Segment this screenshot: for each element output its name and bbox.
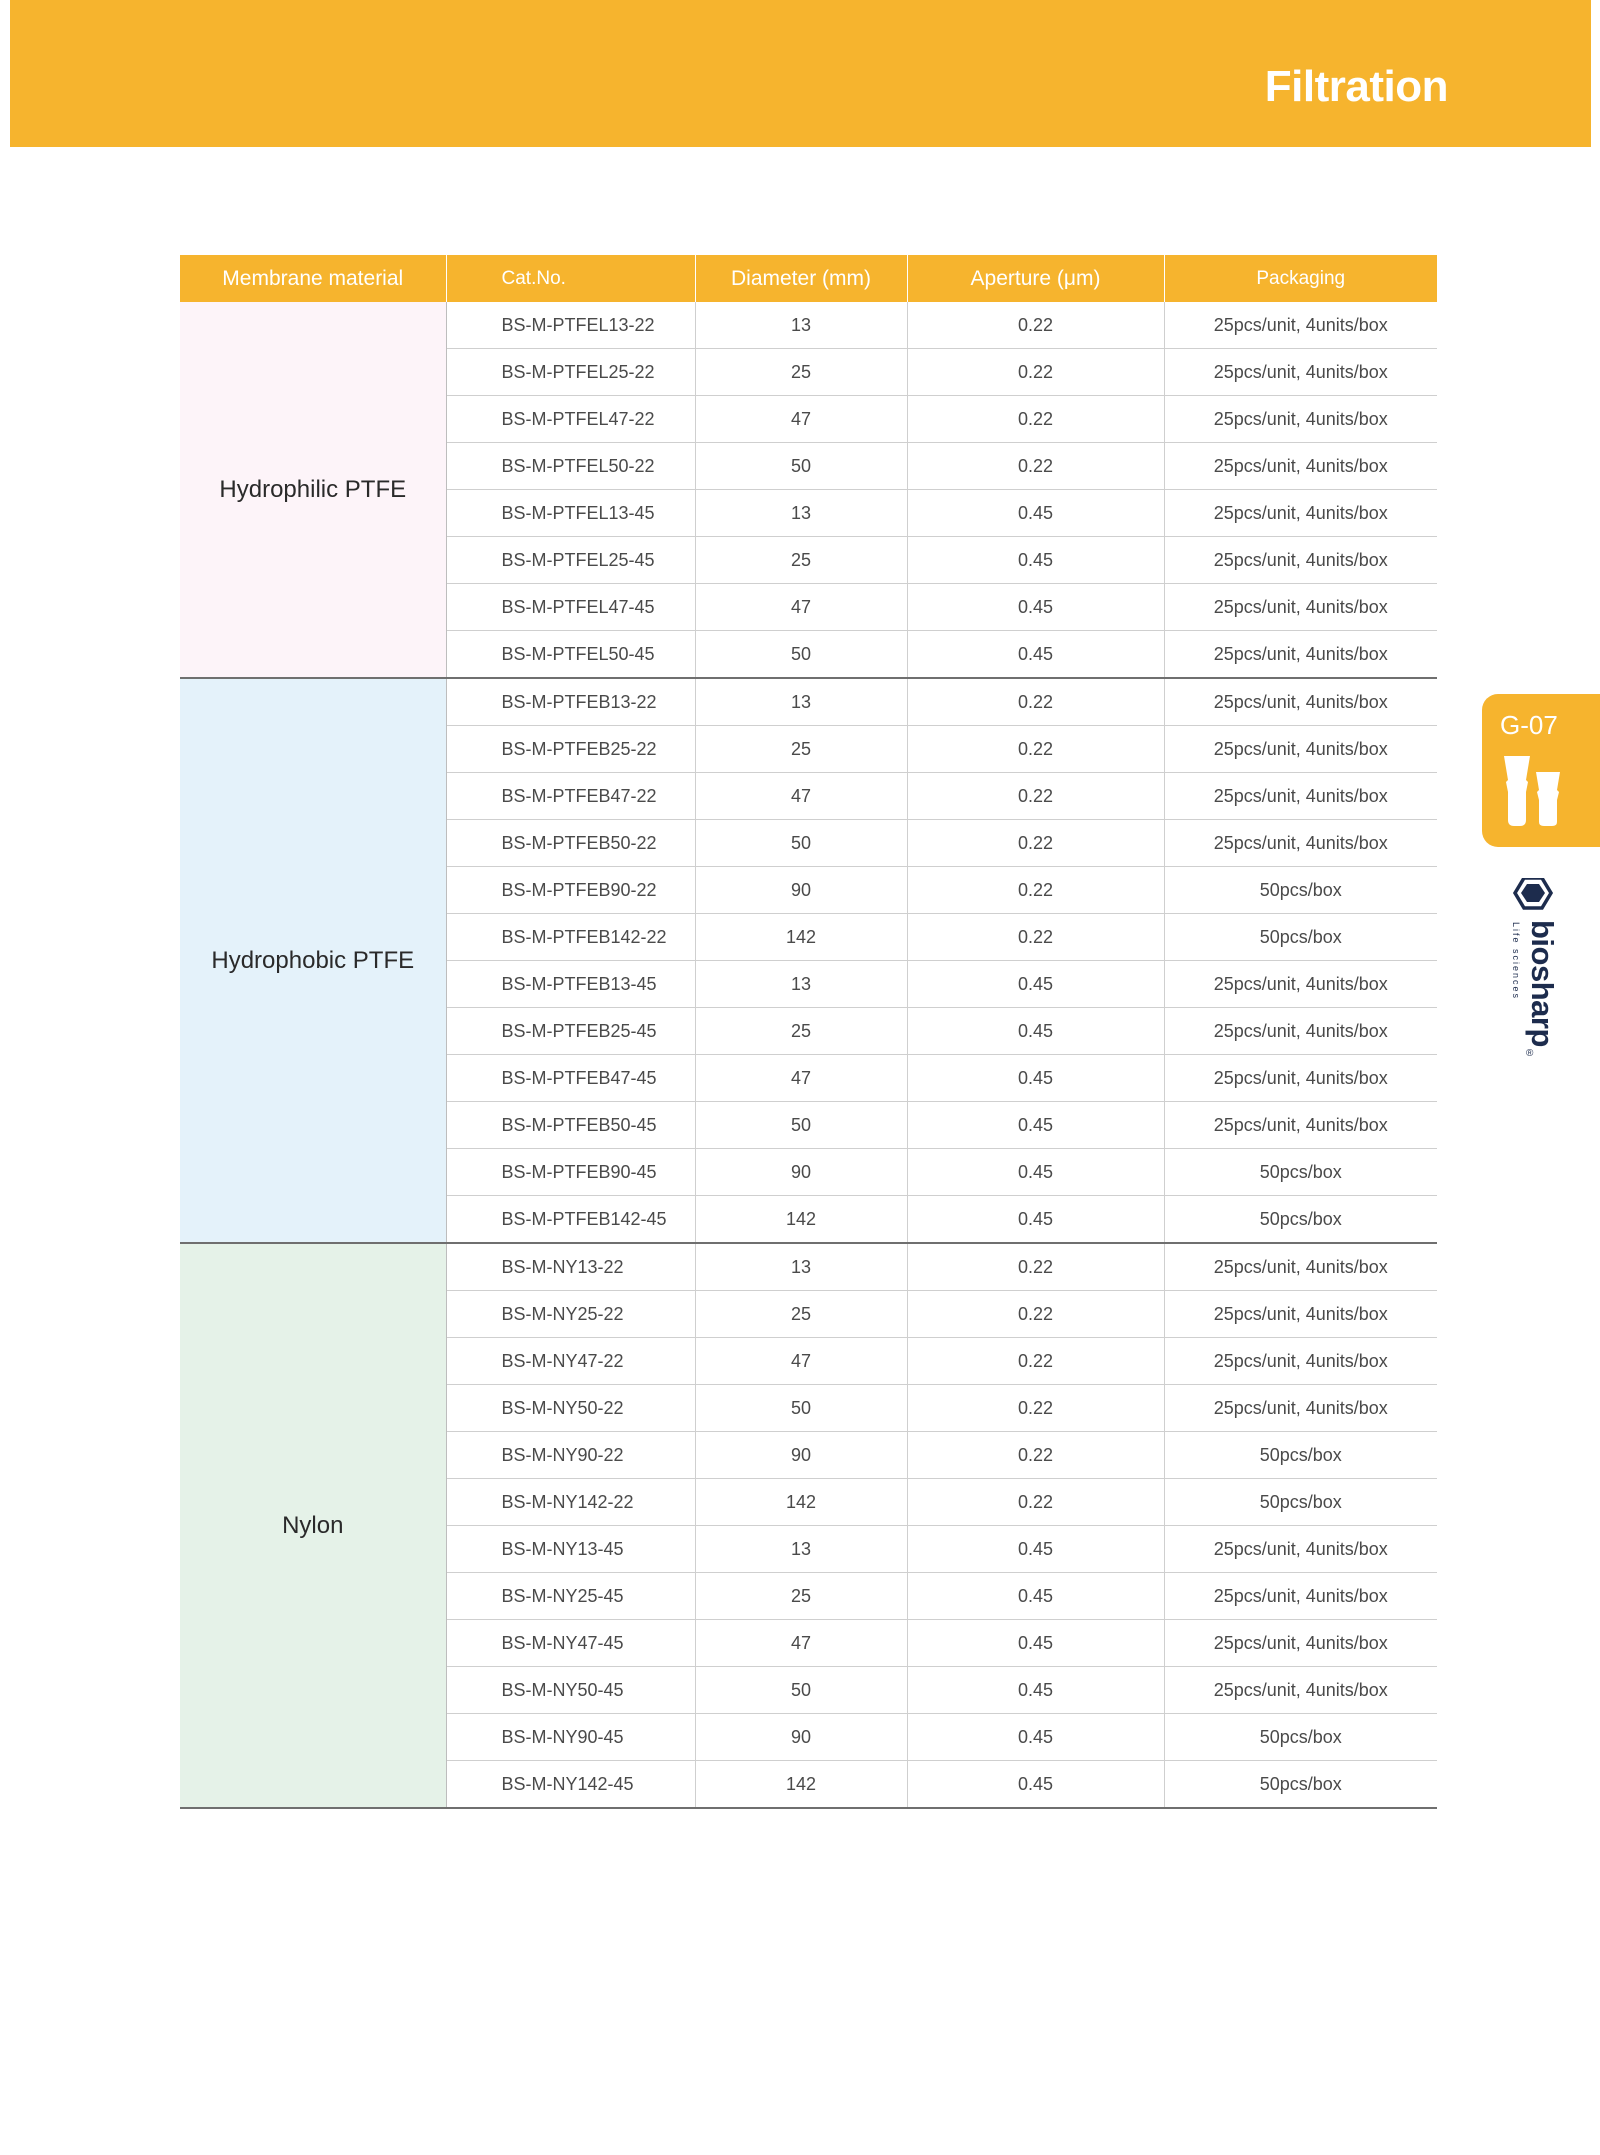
- packaging-cell: 25pcs/unit, 4units/box: [1164, 302, 1437, 349]
- diameter-cell: 50: [695, 1667, 907, 1714]
- aperture-cell: 0.45: [907, 1714, 1164, 1761]
- packaging-cell: 25pcs/unit, 4units/box: [1164, 443, 1437, 490]
- packaging-cell: 50pcs/box: [1164, 1196, 1437, 1244]
- cat-no-cell: BS-M-NY90-22: [446, 1432, 695, 1479]
- aperture-cell: 0.22: [907, 1243, 1164, 1291]
- cat-no-cell: BS-M-NY142-22: [446, 1479, 695, 1526]
- packaging-cell: 25pcs/unit, 4units/box: [1164, 1243, 1437, 1291]
- aperture-cell: 0.45: [907, 1573, 1164, 1620]
- cat-no-cell: BS-M-NY47-45: [446, 1620, 695, 1667]
- aperture-cell: 0.22: [907, 773, 1164, 820]
- membrane-material-cell: Hydrophobic PTFE: [180, 678, 446, 1243]
- aperture-cell: 0.22: [907, 443, 1164, 490]
- cat-no-cell: BS-M-PTFEL50-22: [446, 443, 695, 490]
- packaging-cell: 25pcs/unit, 4units/box: [1164, 1055, 1437, 1102]
- packaging-cell: 25pcs/unit, 4units/box: [1164, 1667, 1437, 1714]
- diameter-cell: 13: [695, 678, 907, 726]
- diameter-cell: 13: [695, 1526, 907, 1573]
- packaging-cell: 25pcs/unit, 4units/box: [1164, 773, 1437, 820]
- aperture-cell: 0.45: [907, 1196, 1164, 1244]
- aperture-cell: 0.45: [907, 961, 1164, 1008]
- aperture-cell: 0.22: [907, 867, 1164, 914]
- aperture-cell: 0.22: [907, 914, 1164, 961]
- packaging-cell: 25pcs/unit, 4units/box: [1164, 490, 1437, 537]
- cat-no-cell: BS-M-PTFEB90-45: [446, 1149, 695, 1196]
- aperture-cell: 0.22: [907, 302, 1164, 349]
- diameter-cell: 90: [695, 1432, 907, 1479]
- cat-no-cell: BS-M-NY90-45: [446, 1714, 695, 1761]
- packaging-cell: 50pcs/box: [1164, 867, 1437, 914]
- diameter-cell: 50: [695, 820, 907, 867]
- cat-no-cell: BS-M-NY47-22: [446, 1338, 695, 1385]
- aperture-cell: 0.45: [907, 1055, 1164, 1102]
- diameter-cell: 90: [695, 1714, 907, 1761]
- cat-no-cell: BS-M-NY25-22: [446, 1291, 695, 1338]
- packaging-cell: 50pcs/box: [1164, 914, 1437, 961]
- cat-no-cell: BS-M-PTFEB25-22: [446, 726, 695, 773]
- cat-no-cell: BS-M-NY13-45: [446, 1526, 695, 1573]
- diameter-cell: 50: [695, 631, 907, 679]
- cat-no-cell: BS-M-NY50-45: [446, 1667, 695, 1714]
- packaging-cell: 25pcs/unit, 4units/box: [1164, 584, 1437, 631]
- aperture-cell: 0.22: [907, 349, 1164, 396]
- cat-no-cell: BS-M-PTFEB25-45: [446, 1008, 695, 1055]
- diameter-cell: 47: [695, 396, 907, 443]
- packaging-cell: 25pcs/unit, 4units/box: [1164, 820, 1437, 867]
- aperture-cell: 0.45: [907, 1526, 1164, 1573]
- aperture-cell: 0.22: [907, 1385, 1164, 1432]
- diameter-cell: 13: [695, 302, 907, 349]
- diameter-cell: 50: [695, 1102, 907, 1149]
- packaging-cell: 25pcs/unit, 4units/box: [1164, 349, 1437, 396]
- packaging-cell: 50pcs/box: [1164, 1714, 1437, 1761]
- registered-mark: ®: [1526, 1048, 1534, 1059]
- packaging-cell: 50pcs/box: [1164, 1479, 1437, 1526]
- header-banner: [10, 0, 1591, 147]
- cat-no-cell: BS-M-PTFEB90-22: [446, 867, 695, 914]
- aperture-cell: 0.45: [907, 1761, 1164, 1809]
- packaging-cell: 25pcs/unit, 4units/box: [1164, 726, 1437, 773]
- diameter-cell: 47: [695, 1055, 907, 1102]
- cat-no-cell: BS-M-PTFEB50-45: [446, 1102, 695, 1149]
- cat-no-cell: BS-M-NY50-22: [446, 1385, 695, 1432]
- aperture-cell: 0.45: [907, 1149, 1164, 1196]
- diameter-cell: 25: [695, 537, 907, 584]
- packaging-cell: 25pcs/unit, 4units/box: [1164, 537, 1437, 584]
- aperture-cell: 0.45: [907, 584, 1164, 631]
- diameter-cell: 47: [695, 1620, 907, 1667]
- table-header-row: [180, 255, 1437, 302]
- header-membrane-material: Membrane material: [180, 255, 446, 302]
- header-diameter: Diameter (mm): [695, 255, 907, 302]
- cat-no-cell: BS-M-PTFEL25-22: [446, 349, 695, 396]
- filter-cups-icon: [1500, 750, 1564, 830]
- aperture-cell: 0.45: [907, 1620, 1164, 1667]
- header-packaging: Packaging: [1164, 255, 1437, 302]
- aperture-cell: 0.22: [907, 396, 1164, 443]
- page-title: Filtration: [1264, 62, 1448, 111]
- diameter-cell: 142: [695, 1761, 907, 1809]
- packaging-cell: 25pcs/unit, 4units/box: [1164, 1385, 1437, 1432]
- cat-no-cell: BS-M-NY142-45: [446, 1761, 695, 1809]
- header-cat-no: Cat.No.: [446, 255, 695, 302]
- diameter-cell: 25: [695, 1291, 907, 1338]
- packaging-cell: 25pcs/unit, 4units/box: [1164, 678, 1437, 726]
- cat-no-cell: BS-M-NY25-45: [446, 1573, 695, 1620]
- packaging-cell: 50pcs/box: [1164, 1761, 1437, 1809]
- diameter-cell: 13: [695, 1243, 907, 1291]
- cat-no-cell: BS-M-PTFEB142-22: [446, 914, 695, 961]
- table-row: [180, 1243, 1437, 1291]
- diameter-cell: 25: [695, 1008, 907, 1055]
- aperture-cell: 0.45: [907, 1008, 1164, 1055]
- aperture-cell: 0.45: [907, 537, 1164, 584]
- diameter-cell: 142: [695, 914, 907, 961]
- packaging-cell: 50pcs/box: [1164, 1149, 1437, 1196]
- packaging-cell: 25pcs/unit, 4units/box: [1164, 1620, 1437, 1667]
- diameter-cell: 25: [695, 1573, 907, 1620]
- diameter-cell: 50: [695, 443, 907, 490]
- packaging-cell: 50pcs/box: [1164, 1432, 1437, 1479]
- diameter-cell: 47: [695, 1338, 907, 1385]
- cat-no-cell: BS-M-NY13-22: [446, 1243, 695, 1291]
- aperture-cell: 0.45: [907, 490, 1164, 537]
- cat-no-cell: BS-M-PTFEL47-22: [446, 396, 695, 443]
- section-code: G-07: [1500, 710, 1558, 740]
- packaging-cell: 25pcs/unit, 4units/box: [1164, 1008, 1437, 1055]
- cat-no-cell: BS-M-PTFEB47-45: [446, 1055, 695, 1102]
- packaging-cell: 25pcs/unit, 4units/box: [1164, 1526, 1437, 1573]
- diameter-cell: 142: [695, 1479, 907, 1526]
- aperture-cell: 0.22: [907, 726, 1164, 773]
- diameter-cell: 25: [695, 349, 907, 396]
- aperture-cell: 0.45: [907, 1667, 1164, 1714]
- diameter-cell: 50: [695, 1385, 907, 1432]
- diameter-cell: 25: [695, 726, 907, 773]
- diameter-cell: 13: [695, 961, 907, 1008]
- diameter-cell: 142: [695, 1196, 907, 1244]
- aperture-cell: 0.22: [907, 1432, 1164, 1479]
- aperture-cell: 0.22: [907, 1291, 1164, 1338]
- cat-no-cell: BS-M-PTFEL13-45: [446, 490, 695, 537]
- cat-no-cell: BS-M-PTFEL13-22: [446, 302, 695, 349]
- membrane-material-cell: Hydrophilic PTFE: [180, 302, 446, 678]
- diameter-cell: 47: [695, 584, 907, 631]
- product-spec-table: [180, 255, 1437, 1809]
- packaging-cell: 25pcs/unit, 4units/box: [1164, 396, 1437, 443]
- cat-no-cell: BS-M-PTFEL50-45: [446, 631, 695, 679]
- cat-no-cell: BS-M-PTFEB47-22: [446, 773, 695, 820]
- packaging-cell: 25pcs/unit, 4units/box: [1164, 1338, 1437, 1385]
- diameter-cell: 90: [695, 1149, 907, 1196]
- brand-logo: [1508, 878, 1568, 1058]
- table-row: [180, 678, 1437, 726]
- packaging-cell: 25pcs/unit, 4units/box: [1164, 1573, 1437, 1620]
- diameter-cell: 90: [695, 867, 907, 914]
- aperture-cell: 0.22: [907, 1338, 1164, 1385]
- cat-no-cell: BS-M-PTFEL47-45: [446, 584, 695, 631]
- cat-no-cell: BS-M-PTFEL25-45: [446, 537, 695, 584]
- packaging-cell: 25pcs/unit, 4units/box: [1164, 961, 1437, 1008]
- cat-no-cell: BS-M-PTFEB50-22: [446, 820, 695, 867]
- cat-no-cell: BS-M-PTFEB142-45: [446, 1196, 695, 1244]
- membrane-material-cell: Nylon: [180, 1243, 446, 1808]
- aperture-cell: 0.45: [907, 631, 1164, 679]
- packaging-cell: 25pcs/unit, 4units/box: [1164, 1291, 1437, 1338]
- table-row: [180, 302, 1437, 349]
- brand-name: biosharp: [1525, 920, 1560, 1047]
- header-aperture: Aperture (μm): [907, 255, 1164, 302]
- aperture-cell: 0.22: [907, 678, 1164, 726]
- diameter-cell: 13: [695, 490, 907, 537]
- aperture-cell: 0.22: [907, 820, 1164, 867]
- aperture-cell: 0.45: [907, 1102, 1164, 1149]
- diameter-cell: 47: [695, 773, 907, 820]
- cat-no-cell: BS-M-PTFEB13-22: [446, 678, 695, 726]
- cat-no-cell: BS-M-PTFEB13-45: [446, 961, 695, 1008]
- packaging-cell: 25pcs/unit, 4units/box: [1164, 1102, 1437, 1149]
- packaging-cell: 25pcs/unit, 4units/box: [1164, 631, 1437, 679]
- section-tab: [1482, 694, 1600, 847]
- aperture-cell: 0.22: [907, 1479, 1164, 1526]
- brand-tagline: Life sciences: [1511, 922, 1521, 1001]
